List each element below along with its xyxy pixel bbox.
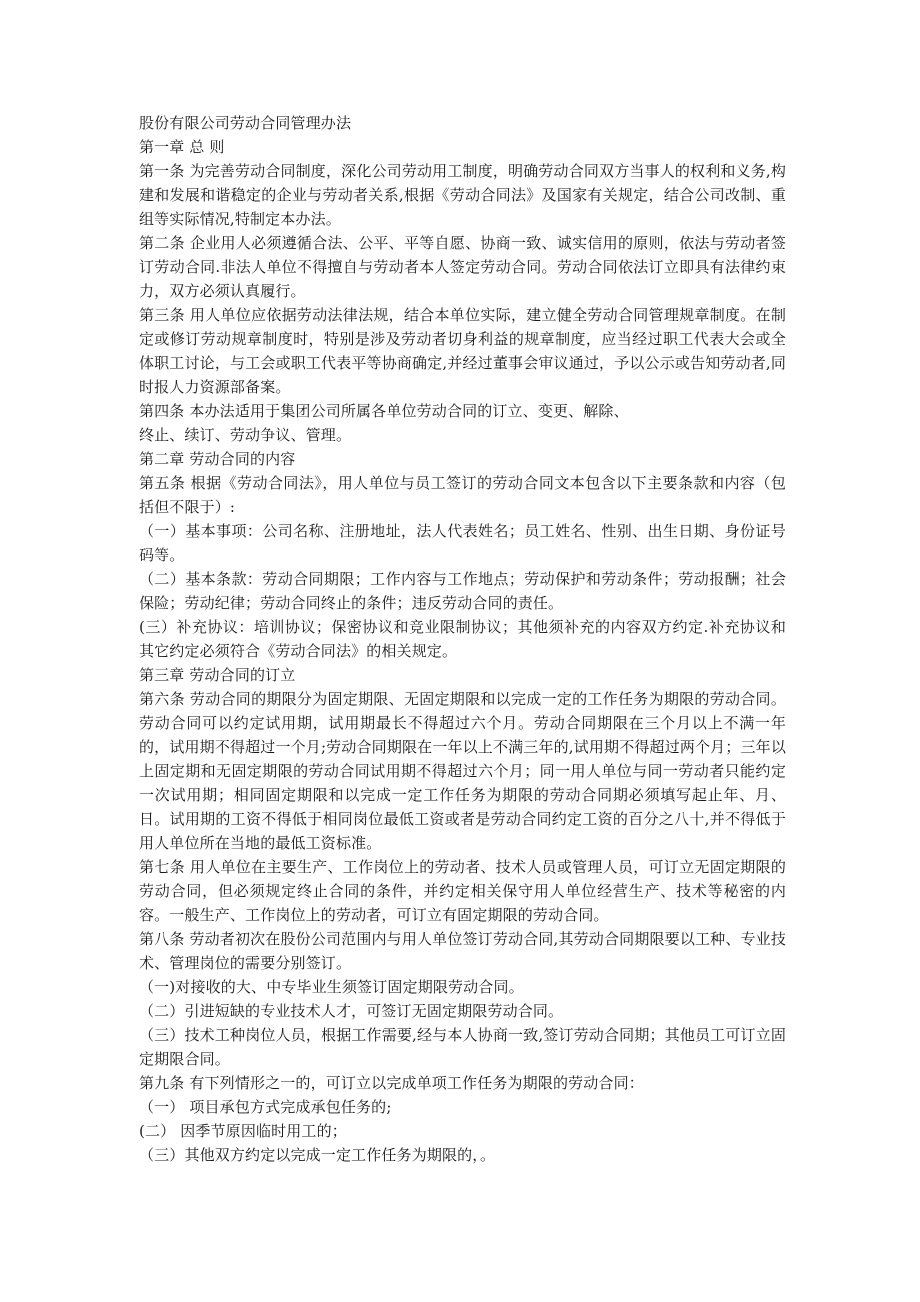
article-8-item-2: （二）引进短缺的专业技术人才，可签订无固定期限劳动合同。 [139, 1002, 564, 1020]
article-8-item-1: （一)对接收的大、中专毕业生须签订固定期限劳动合同。 [139, 978, 524, 996]
article-5-item-3: (三）补充协议：培训协议；保密协议和竞业限制协议；其他须补充的内容双方约定.补充协议和其它约定必须符合《劳动合同法》的相关规定。 [139, 618, 786, 660]
article-8: 第八条 劳动者初次在股份公司范围内与用人单位签订劳动合同,其劳动合同期限要以工种、专业技术、管理岗位的需要分别签订。 [139, 930, 786, 972]
chapter-2-heading: 第二章 劳动合同的内容 [139, 450, 296, 468]
article-8-item-3: （三）技术工种岗位人员，根据工作需要,经与本人协商一致,签订劳动合同期；其他员工可订立固定期限合同。 [139, 1026, 786, 1068]
article-4-line-1: 第四条 本办法适用于集团公司所属各单位劳动合同的订立、变更、解除、 [139, 402, 629, 420]
article-5-item-2: （二）基本条款：劳动合同期限；工作内容与工作地点；劳动保护和劳动条件；劳动报酬；社会保险；劳动纪律；劳动合同终止的条件；违反劳动合同的责任。 [139, 570, 786, 612]
article-9-item-3: （三）其他双方约定以完成一定工作任务为期限的，。 [139, 1146, 496, 1164]
article-3: 第三条 用人单位应依据劳动法律法规，结合本单位实际，建立健全劳动合同管理规章制度。在制定或修订劳动规章制度时，特别是涉及劳动者切身利益的规章制度，应当经过职工代表大会或全体职工讨论，与工会或职工代表平等协商确定,并经过董事会审议通过，予以公示或告知劳动者,同时报人力资源部备案。 [139, 306, 786, 396]
article-5: 第五条 根据《劳动合同法》，用人单位与员工签订的劳动合同文本包含以下主要条款和内容（包括但不限于）: [139, 474, 786, 516]
chapter-1-heading: 第一章 总 则 [139, 138, 225, 156]
article-1: 第一条 为完善劳动合同制度，深化公司劳动用工制度，明确劳动合同双方当事人的权利和义务,构建和发展和谐稳定的企业与劳动者关系,根据《劳动合同法》及国家有关规定，结合公司改制、重组等实际情况,特制定本办法。 [139, 162, 786, 228]
article-9-item-1: （一） 项目承包方式完成承包任务的; [139, 1098, 392, 1116]
article-9: 第九条 有下列情形之一的，可订立以完成单项工作任务为期限的劳动合同： [139, 1074, 644, 1092]
article-6: 第六条 劳动合同的期限分为固定期限、无固定期限和以完成一定的工作任务为期限的劳动合同。劳动合同可以约定试用期，试用期最长不得超过六个月。劳动合同期限在三个月以上不满一年的，试用期不得超过一个月;劳动合同期限在一年以上不满三年的,试用期不得超过两个月；三年以上固定期和无固定期限的劳动合同试用期不得超过六个月；同一用人单位与同一劳动者只能约定一次试用期；相同固定期限和以完成一定工作任务为期限的劳动合同期必须填写起止年、月、日。试用期的工资不得低于相同岗位最低工资或者是劳动合同约定工资的百分之八十,并不得低于用人单位所在当地的最低工资标准。 [139, 690, 786, 852]
article-9-item-2: (二） 因季节原因临时用工的； [139, 1122, 347, 1140]
article-4-line-2: 终止、续订、劳动争议、管理。 [139, 426, 352, 444]
article-2: 第二条 企业用人必须遵循合法、公平、平等自愿、协商一致、诚实信用的原则，依法与劳动者签订劳动合同.非法人单位不得擅自与劳动者本人签定劳动合同。劳动合同依法订立即具有法律约束力，双方必须认真履行。 [139, 234, 786, 300]
article-7: 第七条 用人单位在主要生产、工作岗位上的劳动者、技术人员或管理人员，可订立无固定期限的劳动合同，但必须规定终止合同的条件，并约定相关保守用人单位经营生产、技术等秘密的内容。一般生产、工作岗位上的劳动者，可订立有固定期限的劳动合同。 [139, 858, 786, 924]
article-5-item-1: （一）基本事项：公司名称、注册地址，法人代表姓名；员工姓名、性别、出生日期、身份证号码等。 [139, 522, 786, 564]
document-body [139, 111, 786, 1167]
document-title: 股份有限公司劳动合同管理办法 [139, 114, 352, 132]
chapter-3-heading: 第三章 劳动合同的订立 [139, 666, 296, 684]
